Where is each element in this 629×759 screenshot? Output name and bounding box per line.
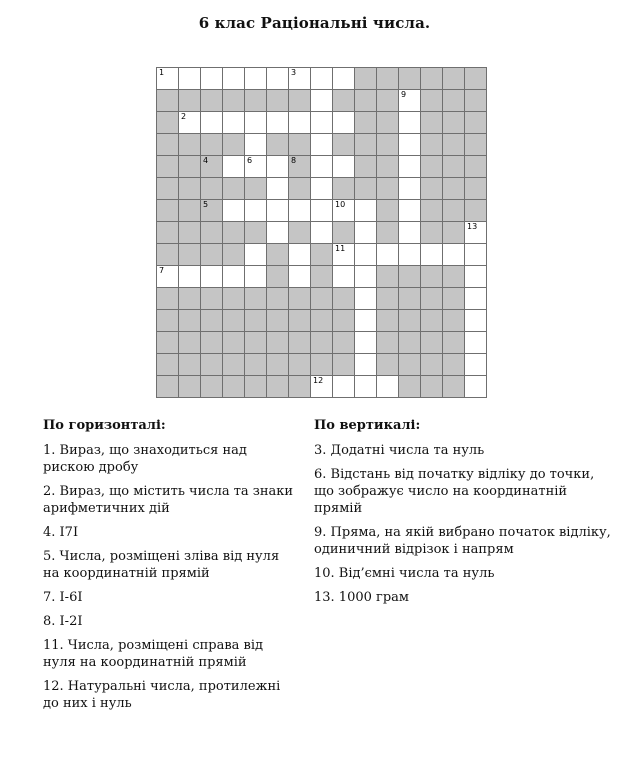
crossword-block (442, 111, 464, 133)
crossword-block (288, 221, 310, 243)
crossword-block (156, 353, 178, 375)
crossword-cell[interactable] (266, 177, 288, 199)
crossword-cell[interactable] (398, 177, 420, 199)
crossword-cell[interactable] (310, 177, 332, 199)
crossword-cell[interactable] (310, 375, 332, 397)
crossword-block (200, 287, 222, 309)
crossword-block (266, 89, 288, 111)
crossword-block (376, 265, 398, 287)
crossword-block (222, 287, 244, 309)
crossword-block (332, 89, 354, 111)
crossword-cell[interactable] (332, 67, 354, 89)
crossword-cell[interactable] (464, 309, 486, 331)
crossword-block (464, 89, 486, 111)
crossword-block (398, 67, 420, 89)
crossword-cell[interactable] (398, 89, 420, 111)
clue-h-8: 8. I-2I (43, 614, 83, 629)
crossword-block (288, 375, 310, 397)
crossword-cell[interactable] (222, 111, 244, 133)
crossword-block (244, 331, 266, 353)
crossword-cell[interactable] (398, 133, 420, 155)
clue-h-2: 2. Вираз, що містить числа та знаки арифметичних дій (43, 484, 294, 516)
crossword-block (376, 67, 398, 89)
crossword-block (354, 177, 376, 199)
crossword-block (354, 133, 376, 155)
crossword-cell[interactable] (266, 221, 288, 243)
crossword-block (222, 375, 244, 397)
clue-h-7: 7. I-6I (43, 590, 83, 605)
crossword-block (376, 221, 398, 243)
crossword-block (420, 177, 442, 199)
crossword-block (244, 89, 266, 111)
clue-v-9: 9. Пряма, на якій вибрано початок відліку, одиничний відрізок і напрям (314, 525, 611, 557)
crossword-block (156, 177, 178, 199)
crossword-block (442, 331, 464, 353)
crossword-cell[interactable] (398, 199, 420, 221)
crossword-cell[interactable] (376, 375, 398, 397)
crossword-block (398, 353, 420, 375)
crossword-cell[interactable] (398, 111, 420, 133)
crossword-block (266, 265, 288, 287)
crossword-cell[interactable] (288, 199, 310, 221)
crossword-block (398, 375, 420, 397)
crossword-block (222, 177, 244, 199)
crossword-cell[interactable] (398, 243, 420, 265)
crossword-block (244, 375, 266, 397)
crossword-block (354, 111, 376, 133)
crossword-block (420, 331, 442, 353)
crossword-block (288, 89, 310, 111)
crossword-block (332, 331, 354, 353)
crossword-block (156, 155, 178, 177)
crossword-cell[interactable] (266, 155, 288, 177)
crossword-cell[interactable] (332, 375, 354, 397)
crossword-block (222, 89, 244, 111)
crossword-cell[interactable] (178, 67, 200, 89)
crossword-block (156, 287, 178, 309)
crossword-block (332, 353, 354, 375)
crossword-cell[interactable] (332, 111, 354, 133)
crossword-cell[interactable] (244, 265, 266, 287)
crossword-block (266, 331, 288, 353)
crossword-block (376, 89, 398, 111)
crossword-block (288, 309, 310, 331)
crossword-cell[interactable] (310, 111, 332, 133)
crossword-block (200, 89, 222, 111)
crossword-block (200, 309, 222, 331)
crossword-block (420, 67, 442, 89)
crossword-cell[interactable] (420, 243, 442, 265)
crossword-block (442, 353, 464, 375)
cell-number: 4 (203, 156, 209, 165)
crossword-cell[interactable] (200, 67, 222, 89)
crossword-block (156, 133, 178, 155)
crossword-block (310, 331, 332, 353)
crossword-block (156, 309, 178, 331)
crossword-block (156, 111, 178, 133)
crossword-cell[interactable] (222, 265, 244, 287)
crossword-block (332, 221, 354, 243)
crossword-block (178, 155, 200, 177)
crossword-block (420, 265, 442, 287)
clue-h-1: 1. Вираз, що знаходиться над рискою дробу (43, 443, 247, 475)
crossword-block (288, 155, 310, 177)
crossword-block (442, 177, 464, 199)
crossword-block (420, 199, 442, 221)
crossword-block (288, 287, 310, 309)
cell-number: 12 (313, 376, 324, 385)
crossword-block (178, 133, 200, 155)
crossword-cell[interactable] (310, 133, 332, 155)
crossword-block (376, 309, 398, 331)
crossword-block (310, 265, 332, 287)
horizontal-clues (43, 417, 298, 719)
crossword-block (178, 375, 200, 397)
crossword-cell[interactable] (332, 265, 354, 287)
crossword-block (222, 331, 244, 353)
crossword-block (288, 177, 310, 199)
clue-v-13: 13. 1000 грам (314, 590, 410, 605)
clue-h-4: 4. I7I (43, 525, 79, 540)
crossword-cell[interactable] (332, 155, 354, 177)
crossword-block (332, 309, 354, 331)
crossword-block (442, 89, 464, 111)
crossword-block (376, 353, 398, 375)
cell-number: 13 (467, 222, 478, 231)
crossword-block (288, 331, 310, 353)
crossword-cell[interactable] (244, 67, 266, 89)
crossword-block (376, 133, 398, 155)
crossword-cell[interactable] (310, 199, 332, 221)
crossword-block (310, 353, 332, 375)
crossword-block (354, 155, 376, 177)
crossword-block (178, 243, 200, 265)
crossword-block (200, 331, 222, 353)
crossword-block (244, 287, 266, 309)
crossword-block (354, 89, 376, 111)
crossword-block (420, 221, 442, 243)
crossword-cell[interactable] (464, 265, 486, 287)
crossword-block (156, 221, 178, 243)
crossword-block (420, 309, 442, 331)
crossword-block (442, 375, 464, 397)
crossword-cell[interactable] (398, 221, 420, 243)
crossword-block (398, 309, 420, 331)
crossword-cell[interactable] (178, 111, 200, 133)
crossword-cell[interactable] (288, 111, 310, 133)
crossword-cell[interactable] (244, 155, 266, 177)
crossword-cell[interactable] (332, 243, 354, 265)
crossword-block (222, 309, 244, 331)
crossword-block (420, 89, 442, 111)
cell-number: 10 (335, 200, 346, 209)
clue-h-5: 5. Числа, розміщені зліва від нуля на координатній прямій (43, 549, 280, 581)
crossword-cell[interactable] (266, 67, 288, 89)
crossword-cell[interactable] (354, 331, 376, 353)
crossword-block (200, 353, 222, 375)
crossword-cell[interactable] (266, 199, 288, 221)
crossword-block (442, 155, 464, 177)
cell-number: 9 (401, 90, 407, 99)
cell-number: 11 (335, 244, 346, 253)
crossword-cell[interactable] (354, 287, 376, 309)
crossword-cell[interactable] (288, 265, 310, 287)
crossword-cell[interactable] (310, 89, 332, 111)
crossword-cell[interactable] (464, 221, 486, 243)
crossword-block (200, 375, 222, 397)
crossword-block (266, 309, 288, 331)
crossword-cell[interactable] (222, 155, 244, 177)
clue-h-11: 11. Числа, розміщені справа від нуля на координатній прямій (43, 638, 264, 670)
crossword-cell[interactable] (464, 353, 486, 375)
crossword-cell[interactable] (464, 375, 486, 397)
crossword-cell[interactable] (178, 265, 200, 287)
crossword-cell[interactable] (310, 155, 332, 177)
crossword-block (200, 243, 222, 265)
crossword-cell[interactable] (376, 243, 398, 265)
crossword-block (464, 155, 486, 177)
horizontal-heading: По горизонталі: (43, 418, 166, 433)
crossword-block (464, 199, 486, 221)
crossword-cell[interactable] (156, 265, 178, 287)
crossword-block (178, 353, 200, 375)
crossword-block (222, 133, 244, 155)
crossword-cell[interactable] (200, 111, 222, 133)
crossword-block (222, 353, 244, 375)
crossword-block (398, 331, 420, 353)
crossword-cell[interactable] (332, 199, 354, 221)
crossword-block (420, 155, 442, 177)
crossword-block (442, 309, 464, 331)
crossword-cell[interactable] (354, 199, 376, 221)
crossword-cell[interactable] (244, 111, 266, 133)
crossword-cell[interactable] (244, 243, 266, 265)
crossword-block (156, 243, 178, 265)
crossword-block (266, 375, 288, 397)
crossword-cell[interactable] (464, 287, 486, 309)
crossword-cell[interactable] (354, 221, 376, 243)
page-title: 6 клас Раціональні числа. (198, 14, 431, 32)
crossword-block (332, 177, 354, 199)
clue-v-10: 10. Від’ємні числа та нуль (314, 566, 495, 581)
crossword-cell[interactable] (222, 67, 244, 89)
crossword-block (442, 221, 464, 243)
crossword-block (244, 177, 266, 199)
crossword-block (442, 133, 464, 155)
crossword-block (244, 309, 266, 331)
crossword-block (464, 111, 486, 133)
crossword-block (266, 287, 288, 309)
crossword-block (332, 133, 354, 155)
cell-number: 6 (247, 156, 253, 165)
crossword-block (156, 375, 178, 397)
crossword-block (420, 375, 442, 397)
crossword-block (156, 331, 178, 353)
crossword-block (200, 177, 222, 199)
crossword-cell[interactable] (354, 243, 376, 265)
crossword-grid (156, 67, 487, 398)
crossword-block (464, 67, 486, 89)
crossword-block (244, 353, 266, 375)
cell-number: 2 (181, 112, 187, 121)
crossword-block (288, 353, 310, 375)
clue-h-12: 12. Натуральні числа, протилежні до них і нуль (43, 679, 281, 711)
crossword-block (200, 221, 222, 243)
crossword-block (178, 287, 200, 309)
crossword-cell[interactable] (354, 353, 376, 375)
crossword-block (420, 111, 442, 133)
crossword-block (222, 221, 244, 243)
crossword-block (178, 199, 200, 221)
crossword-block (178, 221, 200, 243)
crossword-block (156, 199, 178, 221)
clue-v-3: 3. Додатні числа та нуль (314, 443, 485, 458)
crossword-cell[interactable] (244, 133, 266, 155)
crossword-block (200, 133, 222, 155)
crossword-block (420, 353, 442, 375)
crossword-block (398, 265, 420, 287)
crossword-cell[interactable] (222, 199, 244, 221)
crossword-cell[interactable] (354, 265, 376, 287)
crossword-block (376, 199, 398, 221)
crossword-block (178, 89, 200, 111)
crossword-cell[interactable] (442, 243, 464, 265)
crossword-block (310, 309, 332, 331)
crossword-cell[interactable] (288, 243, 310, 265)
crossword-block (442, 287, 464, 309)
cell-number: 8 (291, 156, 297, 165)
crossword-block (222, 243, 244, 265)
crossword-cell[interactable] (288, 67, 310, 89)
crossword-block (266, 243, 288, 265)
crossword-block (354, 67, 376, 89)
crossword-block (376, 331, 398, 353)
cell-number: 3 (291, 68, 297, 77)
crossword-block (376, 111, 398, 133)
crossword-block (332, 287, 354, 309)
crossword-cell[interactable] (310, 67, 332, 89)
crossword-block (376, 287, 398, 309)
crossword-cell[interactable] (200, 265, 222, 287)
crossword-cell[interactable] (464, 243, 486, 265)
crossword-cell[interactable] (398, 155, 420, 177)
crossword-block (266, 353, 288, 375)
crossword-block (442, 199, 464, 221)
cell-number: 7 (159, 266, 165, 275)
cell-number: 5 (203, 200, 209, 209)
crossword-block (310, 287, 332, 309)
crossword-block (376, 177, 398, 199)
crossword-cell[interactable] (354, 375, 376, 397)
crossword-block (200, 155, 222, 177)
crossword-block (420, 287, 442, 309)
vertical-clues (314, 417, 614, 613)
cell-number: 1 (159, 68, 165, 77)
crossword-block (464, 133, 486, 155)
vertical-heading: По вертикалі: (314, 418, 421, 433)
crossword-cell[interactable] (354, 309, 376, 331)
crossword-cell[interactable] (266, 111, 288, 133)
crossword-block (266, 133, 288, 155)
crossword-block (288, 133, 310, 155)
crossword-block (310, 243, 332, 265)
crossword-block (398, 287, 420, 309)
clue-v-6: 6. Відстань від початку відліку до точки, що зображує число на координатній прямій (314, 467, 595, 516)
crossword-block (244, 221, 266, 243)
crossword-block (178, 309, 200, 331)
crossword-block (156, 89, 178, 111)
crossword-cell[interactable] (156, 67, 178, 89)
crossword-block (442, 67, 464, 89)
crossword-cell[interactable] (244, 199, 266, 221)
crossword-block (420, 133, 442, 155)
crossword-cell[interactable] (464, 331, 486, 353)
crossword-block (200, 199, 222, 221)
crossword-block (178, 177, 200, 199)
crossword-block (376, 155, 398, 177)
crossword-block (464, 177, 486, 199)
crossword-block (442, 265, 464, 287)
crossword-cell[interactable] (310, 221, 332, 243)
crossword-block (178, 331, 200, 353)
